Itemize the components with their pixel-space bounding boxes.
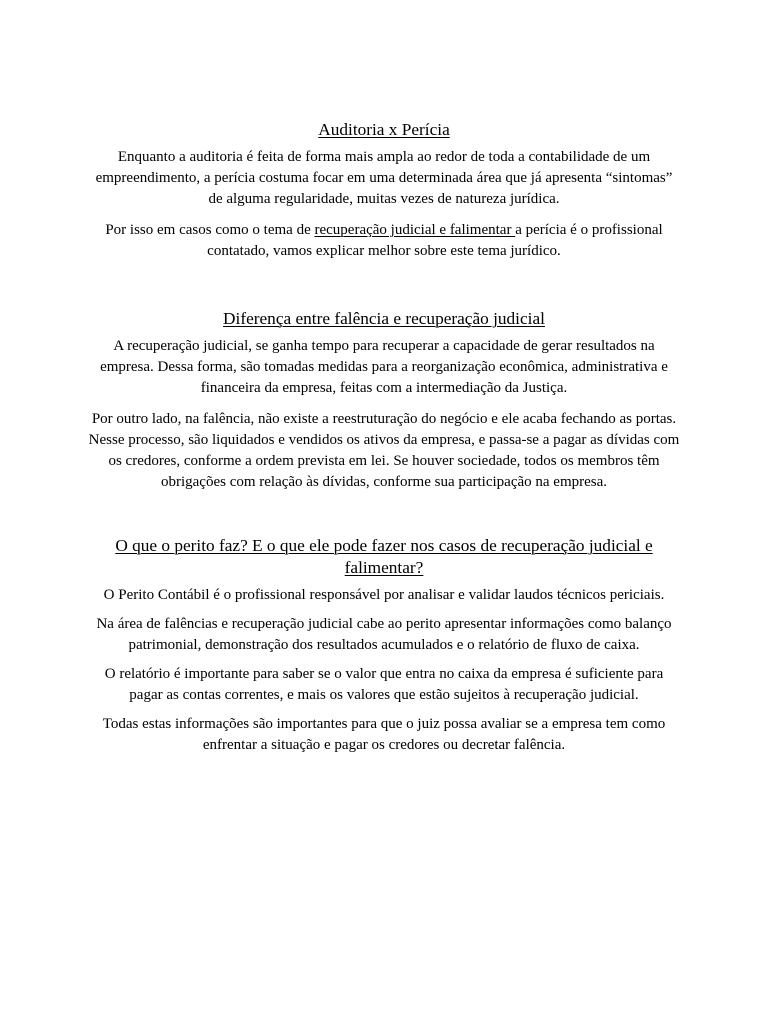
recuperacao-judicial-link[interactable]: recuperação judicial e falimentar (314, 222, 516, 238)
paragraph-recuperacao-intro (88, 220, 680, 262)
paragraph-falencia: Por outro lado, na falência, não existe a reestruturação do negócio e ele acaba fechando as portas. Nesse processo, são liquidados e vendidos os ativos da empresa, e passa-se a pagar as dívidas com os credores, conforme a ordem prevista em lei. Se houver sociedade, todos os membros têm obrigações com relação às dívidas, conforme sua participação na empresa. (88, 411, 680, 490)
paragraph-recuperacao-judicial: A recuperação judicial, se ganha tempo para recuperar a capacidade de gerar resultados na empresa. Dessa forma, são tomadas medidas para a reorganização econômica, administrativa e financeira da empresa, feitas com a intermediação da Justiça. (100, 338, 668, 396)
section-title-perito: O que o perito faz? E o que ele pode fazer nos casos de recuperação judicial e falimentar? (115, 536, 653, 577)
paragraph-informacoes: Todas estas informações são importantes para que o juiz possa avaliar se a empresa tem como enfrentar a situação e pagar os credores ou decretar falência. (102, 716, 666, 753)
section-title-auditoria-pericia: Auditoria x Perícia (318, 120, 450, 139)
section-title-diferenca: Diferença entre falência e recuperação judicial (223, 309, 545, 328)
paragraph-text: Por isso em casos como o tema de (105, 222, 315, 238)
paragraph-perito-contabil: O Perito Contábil é o profissional responsável por analisar e validar laudos técnicos periciais. (103, 587, 665, 603)
paragraph-relatorio: O relatório é importante para saber se o valor que entra no caixa da empresa é suficiente para pagar as contas correntes, e mais os valores que estão sujeitos à recuperação judicial. (104, 666, 664, 703)
paragraph-text: a perícia é o profissional contatado, vamos explicar melhor sobre este tema jurídico. (207, 222, 663, 259)
paragraph-auditoria-vs-pericia: Enquanto a auditoria é feita de forma mais ampla ao redor de toda a contabilidade de um empreendimento, a perícia costuma focar em uma determinada área que já apresenta “sintomas” de alguma regularidade, muitas vezes de natureza jurídica. (95, 149, 673, 207)
document-page (88, 118, 680, 764)
paragraph-area-falencias: Na área de falências e recuperação judicial cabe ao perito apresentar informações como balanço patrimonial, demonstração dos resultados acumulados e o relatório de fluxo de caixa. (96, 616, 672, 653)
